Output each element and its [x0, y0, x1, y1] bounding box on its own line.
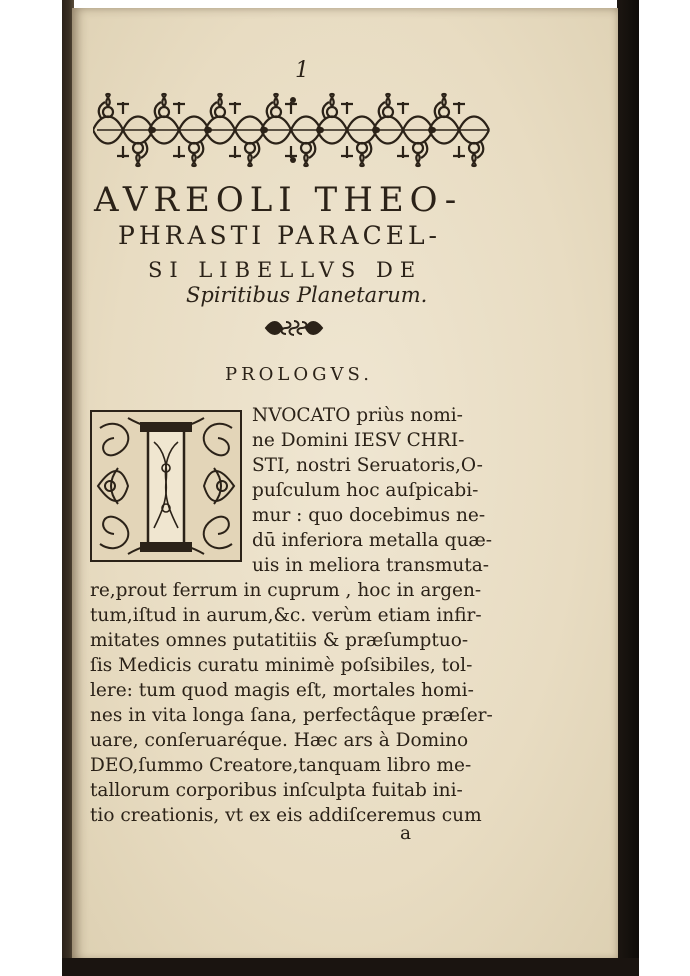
body-line-11: ſis Medicis curatu minimè poſsibiles, tol- [90, 655, 473, 676]
body-line-14: uare, conſeruaréque. Hæc ars à Domino [90, 730, 469, 751]
body-line-16: tallorum corporibus inſculpta fuitab ini- [90, 780, 463, 801]
title-line-4: Spiritibus Planetarum. [186, 283, 428, 307]
body-line-6: dū inferiora metalla quæ- [252, 530, 493, 551]
body-line-7: uis in meliora transmuta- [252, 555, 490, 576]
body-line-1: NVOCATO priùs nomi- [252, 405, 463, 426]
body-line-10: mitates omnes putatitiis & præſumptuo- [90, 630, 469, 651]
body-line-2: ne Domini IESV CHRI- [252, 430, 465, 451]
ornamental-headpiece [93, 92, 493, 172]
book-bottom-edge [62, 958, 639, 976]
book-edge [617, 0, 639, 976]
body-line-3: STI, nostri Seruatoris,O- [252, 455, 483, 476]
body-line-4: puſculum hoc auſpicabi- [252, 480, 479, 501]
body-line-8: re,prout ferrum in cuprum , hoc in argen- [90, 580, 482, 601]
catchword: a [400, 823, 412, 844]
fleuron-ornament [262, 317, 326, 343]
section-heading: PROLOGVS. [225, 364, 373, 385]
body-line-9: tum,iſtud in aurum,&c. verùm etiam infir- [90, 605, 482, 626]
body-line-12: lere: tum quod magis eſt, mortales homi- [90, 680, 474, 701]
body-line-15: DEO,ſummo Creatore,tanquam libro me- [90, 755, 472, 776]
title-line-2: PHRASTI PARACEL- [118, 221, 442, 250]
body-line-17: tio creationis, vt ex eis addiſceremus cum [90, 805, 482, 826]
page-number: 1 [295, 58, 309, 83]
decorated-initial [88, 408, 244, 568]
title-line-1: AVREOLI THEO- [94, 180, 463, 220]
title-line-3: SI LIBELLVS DE [148, 258, 423, 282]
body-line-13: nes in vita longa ſana, perfectâque præſer- [90, 705, 493, 726]
body-line-5: mur : quo docebimus ne- [252, 505, 486, 526]
